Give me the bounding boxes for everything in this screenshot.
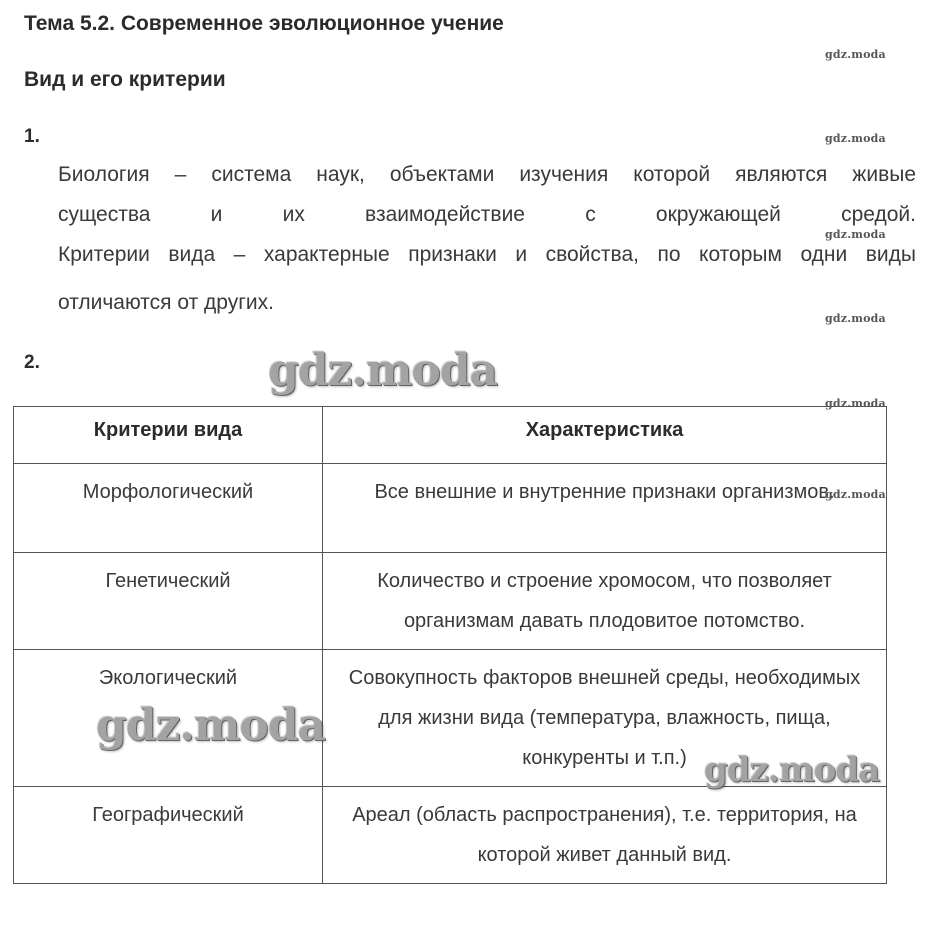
watermark-small: gdz.moda [825,48,886,61]
section-title: Вид и его критерии [24,68,226,91]
criterion-cell: Географический [14,787,323,884]
description-cell: Все внешние и внутренние признаки организмов. [323,464,887,553]
description-cell: Совокупность факторов внешней среды, необходимых для жизни вида (температура, влажность, пища, конкуренты и т.п.) [323,650,887,787]
header-characteristic: Характеристика [323,407,887,464]
watermark-small: gdz.moda [825,228,886,241]
table-row [14,553,887,650]
description-cell: Количество и строение хромосом, что позволяет организмам давать плодовитое потомство. [323,553,887,650]
criteria-table [13,406,887,884]
answer-line: существа и их взаимодействие с окружающей средой. [58,203,916,226]
header-criteria: Критерии вида [14,407,323,464]
criterion-cell: Экологический [14,650,323,787]
criterion-cell: Генетический [14,553,323,650]
watermark-large: gdz.moda [268,345,498,396]
watermark-small: gdz.moda [825,488,886,501]
answer-line: Критерии вида – характерные признаки и свойства, по которым одни виды [58,243,916,266]
answer-line: Биология – система наук, объектами изучения которой являются живые [58,163,916,186]
watermark-small: gdz.moda [825,132,886,145]
watermark-large: gdz.moda [96,700,326,751]
question-1-number: 1. [24,126,40,147]
watermark-small: gdz.moda [825,312,886,325]
answer-line: отличаются от других. [58,291,274,314]
watermark-large: gdz.moda [704,750,880,790]
question-2-number: 2. [24,352,40,373]
table-row [14,787,887,884]
watermark-small: gdz.moda [825,397,886,410]
topic-title: Тема 5.2. Современное эволюционное учение [24,12,504,35]
question-1-answer [58,155,916,323]
table-row [14,464,887,553]
table-header-row [14,407,887,464]
description-cell: Ареал (область распространения), т.е. территория, на которой живет данный вид. [323,787,887,884]
criterion-cell: Морфологический [14,464,323,553]
